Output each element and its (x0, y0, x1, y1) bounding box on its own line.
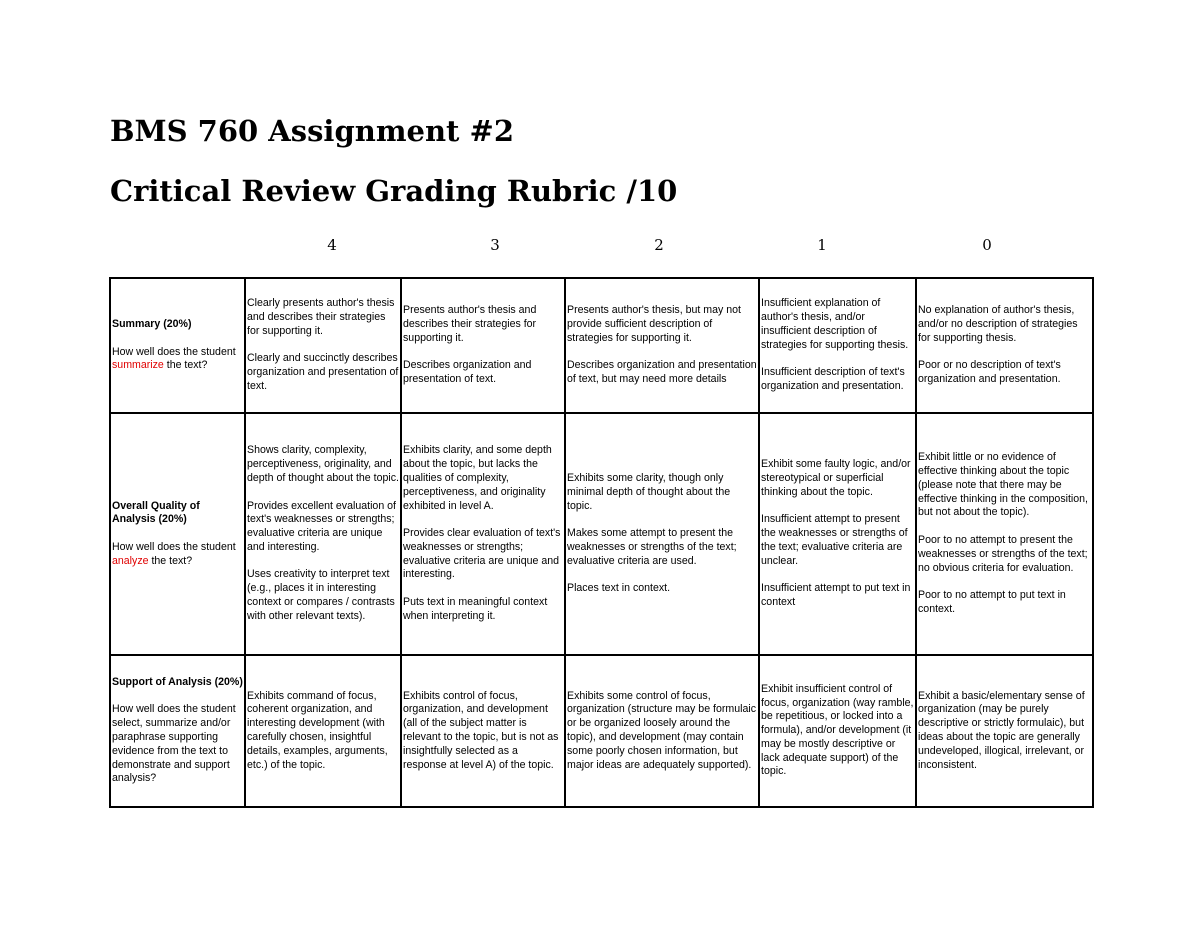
descriptor-text: Exhibits some control of focus, organization (structure may be formulaic or be organized loosely around the topic), and development (may contain some poorly chosen information, but major ideas are adequately supported). (567, 689, 757, 771)
descriptor-text: Insufficient attempt to put text in context (761, 582, 911, 609)
criterion-cell (110, 278, 245, 413)
descriptor-text: Exhibits command of focus, coherent organization, and interesting development (with carefully chosen, insightful details, examples, arguments, etc.) of the topic. (247, 689, 388, 771)
descriptor-cell (401, 413, 565, 655)
question-text-end: the text? (148, 554, 193, 567)
descriptor-text: Uses creativity to interpret text (e.g., places it in interesting context or compares / contrasts with other relevant texts). (247, 568, 395, 622)
descriptor-cell (916, 413, 1093, 655)
question-text-end: the text? (163, 359, 208, 372)
descriptor-text: Presents author's thesis and describes their strategies for supporting it. (403, 304, 537, 344)
question-keyword: summarize (112, 359, 164, 372)
descriptor-text: Makes some attempt to present the weaknesses or strengths of the text; evaluative criteria are used. (567, 527, 737, 567)
score-header-3: 3 (490, 236, 500, 254)
question-text: How well does the student select, summarize and/or paraphrase supporting evidence from the text to demonstrate and support analysis? (112, 703, 236, 785)
descriptor-text: Exhibit a basic/elementary sense of organization (may be purely descriptive or strictly formulaic), but ideas about the topic are generally undeveloped, illogical, irrelevant, or inconsistent. (918, 689, 1085, 771)
score-header-0: 0 (982, 236, 992, 254)
score-header-1: 1 (817, 236, 827, 254)
rubric-row (110, 655, 1093, 807)
criterion-cell (110, 655, 245, 807)
descriptor-text: Poor to no attempt to present the weaknesses or strengths of the text; no obvious criteria for evaluation. (918, 534, 1088, 574)
question-keyword: analyze (112, 554, 149, 567)
descriptor-cell (565, 655, 759, 807)
descriptor-cell (759, 278, 916, 413)
rubric-title: Critical Review Grading Rubric /10 (110, 174, 678, 208)
descriptor-text: Exhibits some clarity, though only minimal depth of thought about the topic. (567, 471, 731, 512)
descriptor-text: Exhibit some faulty logic, and/or stereotypical or superficial thinking about the topic. (761, 458, 911, 498)
descriptor-text: Exhibit insufficient control of focus, organization (way ramble, be repetitious, or locked into a formula), and/or development (it may be mostly descriptive or lack adequate support) of the topic. (761, 682, 914, 778)
question-text: How well does the student (112, 345, 236, 358)
descriptor-text: Describes organization and presentation of text. (403, 359, 532, 386)
descriptor-text: Exhibits clarity, and some depth about the topic, but lacks the qualities of complexity, perceptiveness, and originality exhibited in level A. (403, 444, 552, 512)
descriptor-text: Clearly and succinctly describes organization and presentation of text. (247, 352, 399, 392)
criterion-question (112, 346, 243, 374)
descriptor-text: Poor to no attempt to put text in context. (918, 589, 1066, 615)
descriptor-cell (245, 413, 401, 655)
score-header-4: 4 (327, 236, 337, 254)
descriptor-text: Insufficient explanation of author's thesis, and/or insufficient description of strategies for supporting thesis. (761, 297, 909, 351)
descriptor-text: Provides clear evaluation of text's weaknesses or strengths; evaluative criteria are unique and interesting. (403, 527, 561, 581)
descriptor-cell (401, 278, 565, 413)
descriptor-cell (245, 278, 401, 413)
score-header-2: 2 (654, 236, 664, 254)
descriptor-text: Exhibit little or no evidence of effective thinking about the topic (please note that there may be effective thinking in the composition, but not about the topic). (918, 451, 1088, 519)
criterion-cell (110, 413, 245, 655)
descriptor-text: Insufficient description of text's organization and presentation. (761, 366, 905, 392)
question-text: How well does the student (112, 540, 236, 553)
descriptor-text: Places text in context. (567, 582, 671, 595)
criterion-title: Support of Analysis (20%) (112, 675, 243, 688)
descriptor-text: Presents author's thesis, but may not provide sufficient description of strategies for supporting it. (567, 304, 741, 344)
descriptor-text: Clearly presents author's thesis and describes their strategies for supporting it. (247, 297, 395, 337)
descriptor-cell (565, 278, 759, 413)
criterion-title: Overall Quality of Analysis (20%) (112, 499, 200, 526)
rubric-row (110, 278, 1093, 413)
descriptor-cell (245, 655, 401, 807)
criterion-title: Summary (20%) (112, 317, 192, 330)
criterion-question (112, 541, 243, 569)
descriptor-cell (759, 655, 916, 807)
rubric-row (110, 413, 1093, 655)
descriptor-text: Poor or no description of text's organization and presentation. (918, 359, 1061, 386)
descriptor-text: Insufficient attempt to present the weaknesses or strengths of the text; evaluative criteria are unclear. (761, 513, 908, 567)
descriptor-text: Shows clarity, complexity, perceptiveness, originality, and depth of thought about the topic. (247, 444, 399, 484)
descriptor-cell (916, 278, 1093, 413)
descriptor-cell (401, 655, 565, 807)
assignment-title: BMS 760 Assignment #2 (110, 114, 515, 148)
descriptor-text: Puts text in meaningful context when interpreting it. (403, 596, 548, 622)
descriptor-cell (565, 413, 759, 655)
rubric-table (109, 277, 1094, 808)
descriptor-text: Exhibits control of focus, organization, and development (all of the subject matter is relevant to the topic, but is not as insightfully selected as a response at level A) of the topic. (403, 689, 559, 771)
descriptor-text: Provides excellent evaluation of text's weaknesses or strengths; evaluative criteria are unique and interesting. (247, 499, 396, 553)
descriptor-text: Describes organization and presentation of text, but may need more details (567, 359, 757, 386)
criterion-question (112, 703, 243, 786)
descriptor-cell (759, 413, 916, 655)
descriptor-cell (916, 655, 1093, 807)
descriptor-text: No explanation of author's thesis, and/or no description of strategies for supporting thesis. (918, 304, 1078, 344)
